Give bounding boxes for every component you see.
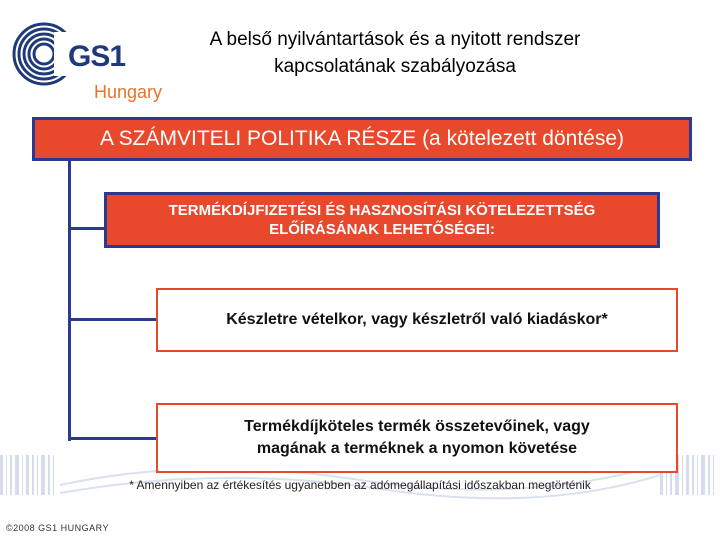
option-inventory xyxy=(156,288,678,352)
option-tracking xyxy=(156,403,678,473)
option-2-line-2: magának a terméknek a nyomon követése xyxy=(256,440,578,457)
title-line-2: kapcsolatának szabályozása xyxy=(274,56,516,77)
gs1-logo xyxy=(10,12,170,104)
obligation-line-1: TERMÉKDÍJFIZETÉSI ÉS HASZNOSÍTÁSI KÖTELEZETTSÉG xyxy=(168,202,596,219)
page-title xyxy=(150,26,640,80)
copyright: ©2008 GS1 HUNGARY xyxy=(6,523,110,533)
obligation-line-2: ELŐÍRÁSÁNAK LEHETŐSÉGEI: xyxy=(269,221,495,238)
footnote: * Amennyiben az értékesítés ugyanebben az adómegállapítási időszakban megtörténik xyxy=(129,478,591,492)
logo-subtitle: Hungary xyxy=(94,82,163,102)
accounting-policy-label: A SZÁMVITELI POLITIKA RÉSZE (a kötelezett döntése) xyxy=(99,127,625,150)
obligation-box xyxy=(104,192,660,248)
option-1-line-1: Készletre vételkor, vagy készletről való kiadáskor* xyxy=(226,311,608,328)
title-line-1: A belső nyilvántartások és a nyitott rendszer xyxy=(209,29,581,50)
accounting-policy-box xyxy=(32,117,692,161)
connector-to-option-1 xyxy=(68,318,156,321)
connector-to-obligation-box xyxy=(68,227,104,230)
connector-to-option-2 xyxy=(68,437,156,440)
logo-mark: GS1 xyxy=(68,40,126,73)
option-2-line-1: Termékdíjköteles termék összetevőinek, vagy xyxy=(244,418,590,435)
connector-vertical xyxy=(68,161,71,441)
